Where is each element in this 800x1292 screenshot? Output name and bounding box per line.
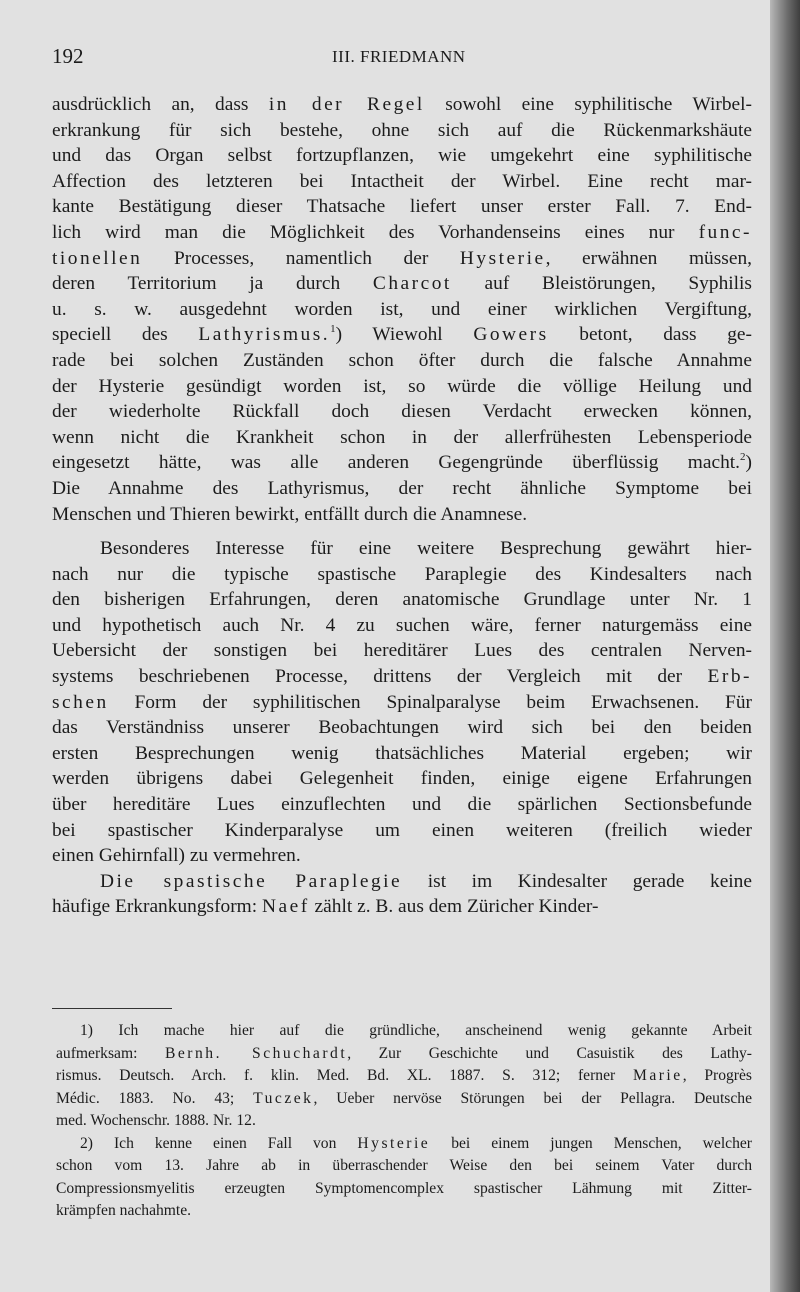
paragraph-2 (52, 536, 752, 869)
text-line: rade bei solchen Zuständen schon öfter durch die falsche Annahme (52, 349, 752, 371)
text-line: tionellen Processes, namentlich der Hysterie, erwähnen müssen, (52, 247, 752, 269)
footnote-rule (52, 1008, 172, 1009)
text-line: Affection des letzteren bei Intactheit der Wirbel. Eine recht mar- (52, 170, 752, 192)
text-line: ersten Besprechungen wenig thatsächliches Material ergeben; wir (52, 742, 752, 764)
page-number: 192 (52, 44, 84, 68)
text-line: ausdrücklich an, dass in der Regel sowohl eine syphilitische Wirbel- (52, 94, 752, 115)
text-line: der wiederholte Rückfall doch diesen Verdacht erwecken können, (52, 401, 752, 423)
spaced-emphasis: Bernh. Schuchardt (164, 1044, 348, 1062)
spaced-emphasis: Erb- (707, 666, 752, 688)
text-line: rismus. Deutsch. Arch. f. klin. Med. Bd. XL. 1887. S. 312; ferner Marie, Progrès (56, 1067, 752, 1084)
text-line: aufmerksam: Bernh. Schuchardt, Zur Geschichte und Casuistik des Lathy- (56, 1044, 752, 1062)
text-line: häufige Erkrankungsform: Naef zählt z. B. aus dem Züricher Kinder- (52, 896, 599, 918)
text-line: speciell des Lathyrismus.$^1$) Wiewohl Gowers betont, dass ge- (52, 323, 752, 346)
text-line: krämpfen nachahmte. (56, 1202, 192, 1219)
text-line: wenn nicht die Krankheit schon in der allerfrühesten Lebensperiode (52, 426, 752, 448)
text-line: über hereditäre Lues einzuflechten und die spärlichen Sectionsbefunde (52, 794, 752, 816)
text-line: schen Form der syphilitischen Spinalparalyse beim Erwachsenen. Für (52, 691, 752, 713)
spaced-emphasis: schen (52, 691, 109, 713)
paragraph-3 (52, 869, 752, 920)
text-line: Die Annahme des Lathyrismus, der recht ähnliche Symptome bei (52, 477, 752, 499)
spaced-emphasis: Charcot (372, 273, 452, 295)
text-line: systems beschriebenen Processe, drittens der Vergleich mit der Erb- (52, 666, 752, 688)
text-line: med. Wochenschr. 1888. Nr. 12. (56, 1112, 256, 1129)
text-line: 1) Ich mache hier auf die gründliche, anscheinend wenig gekannte Arbeit (80, 1022, 752, 1039)
spaced-emphasis: Marie (632, 1067, 683, 1084)
text-line: Menschen und Thieren bewirkt, entfällt durch die Anamnese. (52, 503, 528, 525)
spaced-emphasis: Gowers (473, 324, 549, 346)
footnotes (56, 1020, 752, 1223)
text-line: und das Organ selbst fortzupflanzen, wie umgekehrt eine syphilitische (52, 145, 752, 167)
footnote-marker: 2 (740, 451, 746, 464)
text-line: einen Gehirnfall) zu vermehren. (52, 845, 301, 867)
spaced-emphasis: Die spastische Paraplegie (100, 870, 403, 892)
spaced-emphasis: Hysterie (459, 247, 546, 269)
text-line: werden übrigens dabei Gelegenheit finden, einige eigene Erfahrungen (52, 768, 752, 790)
text-line: 2) Ich kenne einen Fall von Hysterie bei einem jungen Menschen, welcher (80, 1134, 752, 1152)
text-line: Compressionsmyelitis erzeugten Symptomencomplex spastischer Lähmung mit Zitter- (56, 1179, 752, 1197)
book-spine-shadow (770, 0, 800, 1292)
spaced-emphasis: tionellen (52, 247, 143, 269)
text-line: kante Bestätigung dieser Thatsache liefert unser erster Fall. 7. End- (52, 196, 752, 218)
text-line: Besonderes Interesse für eine weitere Besprechung gewährt hier- (100, 538, 752, 560)
text-line: eingesetzt hätte, was alle anderen Gegengründe überflüssig macht.$^2$) (52, 451, 752, 474)
text-line: und hypothetisch auch Nr. 4 zu suchen wäre, ferner naturgemäss eine (52, 614, 752, 636)
text-line: lich wird man die Möglichkeit des Vorhandenseins eines nur func- (52, 221, 752, 243)
text-line: Médic. 1883. No. 43; Tuczek, Ueber nervöse Störungen bei der Pellagra. Deutsche (56, 1089, 752, 1107)
footnote-marker: 1 (330, 323, 336, 336)
text-line: Uebersicht der sonstigen bei hereditärer Lues des centralen Nerven- (52, 640, 752, 662)
footnote-2 (56, 1133, 752, 1223)
text-line: schon vom 13. Jahre ab in überraschender Weise den bei seinem Vater durch (56, 1157, 752, 1174)
text-line: erkrankung für sich bestehe, ohne sich auf die Rückenmarkshäute (52, 119, 752, 141)
running-head: III. FRIEDMANN (332, 47, 466, 66)
text-line: deren Territorium ja durch Charcot auf Bleistörungen, Syphilis (52, 273, 752, 295)
text-line: der Hysterie gesündigt worden ist, so würde die völlige Heilung und (52, 375, 752, 397)
spaced-emphasis: Lathyrismus. (198, 324, 331, 346)
paragraph-1 (52, 92, 752, 527)
text-line: Die spastische Paraplegie ist im Kindesalter gerade keine (100, 870, 752, 892)
spaced-emphasis: func- (698, 221, 752, 243)
text-line: den bisherigen Erfahrungen, deren anatomische Grundlage unter Nr. 1 (52, 589, 752, 611)
spaced-emphasis: in der Regel (268, 94, 425, 115)
text-line: bei spastischer Kinderparalyse um einen weiteren (freilich wieder (52, 819, 752, 841)
text-line: das Verständniss unserer Beobachtungen wird sich bei den beiden (52, 717, 752, 739)
footnote-1 (56, 1020, 752, 1133)
spaced-emphasis: Hysterie (357, 1134, 431, 1152)
text-line: u. s. w. ausgedehnt worden ist, und einer wirklichen Vergiftung, (52, 298, 752, 320)
spaced-emphasis: Naef (262, 896, 310, 918)
body-text (52, 92, 752, 920)
page-header (52, 44, 752, 74)
spaced-emphasis: Tuczek (253, 1089, 314, 1107)
text-line: nach nur die typische spastische Paraplegie des Kindesalters nach (52, 563, 752, 585)
